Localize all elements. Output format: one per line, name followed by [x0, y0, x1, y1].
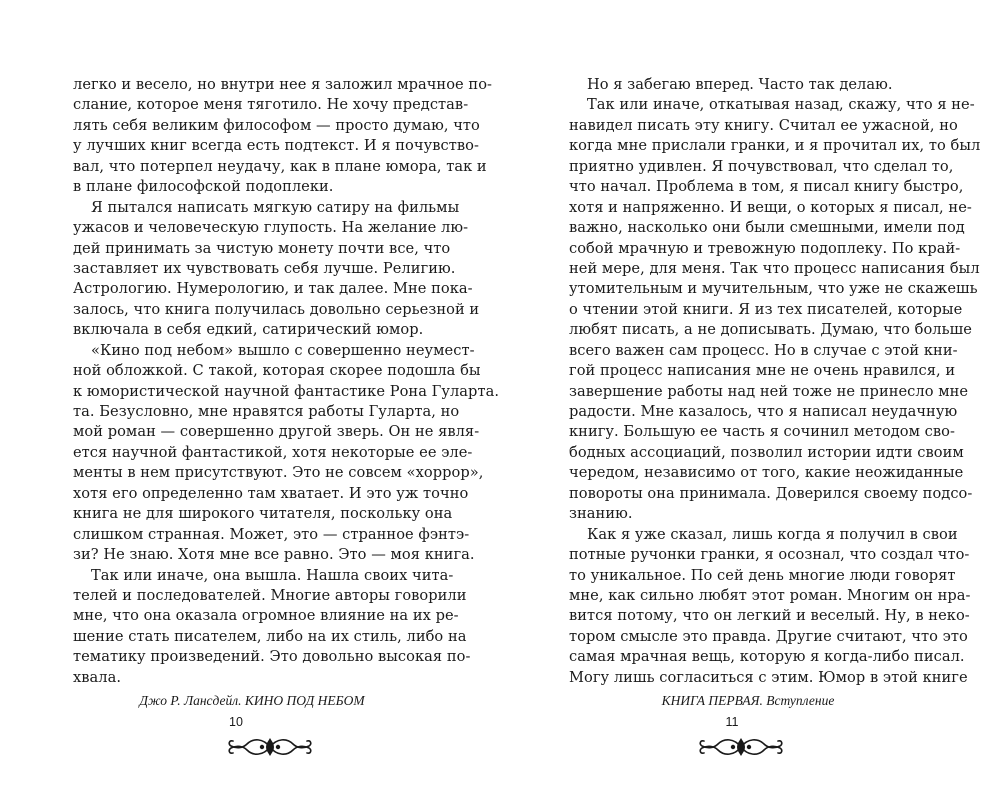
- left-page-text-line: та. Безусловно, мне нравятся работы Гуларта, но: [73, 403, 460, 420]
- left-page-text: [73, 75, 500, 688]
- left-page-text-line: слишком странная. Может, это — странное фэнтэ-: [73, 525, 470, 543]
- right-page-text-line: Как я уже сказал, лишь когда я получил в свои: [587, 525, 958, 543]
- right-page-text-line: важно, насколько они были смешными, имели под: [569, 219, 965, 237]
- right-page-text-line: знанию.: [569, 505, 633, 523]
- left-page-text-line: мой роман — совершенно другой зверь. Он не явля-: [73, 423, 480, 441]
- right-page-text-line: чередом, независимо от того, какие неожиданные: [569, 464, 964, 482]
- right-page-text-line: радости. Мне казалось, что я написал неудачную: [569, 403, 958, 420]
- right-page-text-line: когда мне прислали гранки, и я прочитал их, то был: [569, 137, 981, 155]
- left-page-running-footer: Джо Р. Лансдейл. КИНО ПОД НЕБОМ: [139, 693, 365, 708]
- right-page-text-line: приятно удивлен. Я почувствовал, что сделал то,: [569, 157, 954, 175]
- right-page-text-line: то уникальное. По сей день многие люди говорят: [569, 566, 956, 584]
- right-page-text-line: о чтении этой книги. Я из тех писателей, которые: [569, 300, 963, 318]
- right-page-text-line: потные ручонки гранки, я осознал, что создал что-: [569, 546, 970, 564]
- left-page-text-line: ется научной фантастикой, хотя некоторые ее эле-: [73, 443, 473, 461]
- left-page-text-line: ной обложкой. С такой, которая скорее подошла бы: [73, 362, 481, 380]
- left-page-text-line: менты в нем присутствуют. Это не совсем «хоррор»,: [73, 464, 484, 482]
- right-page-text-line: ней мере, для меня. Так что процесс написания был: [569, 259, 980, 277]
- left-page-text-line: хвала.: [73, 668, 122, 686]
- right-page-text-line: Так или иначе, откатывая назад, скажу, что я не-: [587, 96, 975, 114]
- left-page-text-line: книга не для широкого читателя, поскольку она: [73, 505, 453, 523]
- left-page-text-line: включала в себя едкий, сатирический юмор.: [73, 321, 424, 339]
- left-page-text-line: у лучших книг всегда есть подтекст. И я почувство-: [73, 137, 479, 155]
- right-page-text-line: Но я забегаю вперед. Часто так делаю.: [587, 76, 893, 93]
- right-page-text-line: самая мрачная вещь, которую я когда-либо писал.: [569, 648, 965, 666]
- right-page-text-line: собой мрачную и тревожную подоплеку. По край-: [569, 239, 961, 257]
- right-page-text-line: Могу лишь согласиться с этим. Юмор в этой книге: [569, 668, 968, 686]
- right-page-text-line: завершение работы над ней тоже не принесло мне: [569, 382, 969, 400]
- left-page-text-line: к юмористической научной фантастике Рона Гуларта.: [73, 382, 500, 400]
- right-page-text-line: утомительным и мучительным, что уже не скажешь: [569, 280, 978, 298]
- left-page-text-line: шение стать писателем, либо на их стиль, либо на: [73, 627, 467, 645]
- right-page-text-line: тором смысле это правда. Другие считают, что это: [569, 627, 968, 645]
- right-ornament-icon: [696, 734, 786, 760]
- right-page-text-line: хотя и напряженно. И вещи, о которых я писал, не-: [569, 198, 972, 216]
- right-page-text-line: повороты она принимала. Доверился своему подсо-: [569, 484, 973, 502]
- left-page-text-line: заставляет их чувствовать себя лучше. Религию.: [73, 259, 456, 277]
- right-page-running-footer: КНИГА ПЕРВАЯ. Вступление: [661, 693, 835, 708]
- left-page-text-line: залось, что книга получилась довольно серьезной и: [73, 300, 480, 318]
- left-page-text-line: лять себя великим философом — просто думаю, что: [73, 116, 480, 134]
- right-page-text-line: гой процесс написания мне не очень нравился, и: [569, 362, 956, 380]
- right-page-text-line: бодных ассоциаций, позволил истории идти своим: [569, 443, 964, 461]
- right-page-text: [569, 75, 981, 688]
- right-page-text-line: навидел писать эту книгу. Считал ее ужасной, но: [569, 116, 958, 134]
- right-page-text-line: вится потому, что он легкий и веселый. Ну, в неко-: [569, 607, 970, 625]
- left-page-text-line: зи? Не знаю. Хотя мне все равно. Это — моя книга.: [73, 546, 475, 564]
- right-page-text-line: что начал. Проблема в том, я писал книгу быстро,: [569, 178, 964, 196]
- left-page-text-line: Я пытался написать мягкую сатиру на фильмы: [91, 198, 460, 216]
- left-page-text-line: «Кино под небом» вышло с совершенно неумест-: [91, 341, 475, 359]
- left-page-text-line: дей принимать за чистую монету почти все, что: [73, 239, 451, 257]
- right-page-text-line: любят писать, а не дописывать. Думаю, что больше: [569, 321, 972, 339]
- left-page-number: 10: [229, 715, 243, 729]
- left-page-text-line: Так или иначе, она вышла. Нашла своих чита-: [91, 566, 454, 584]
- left-page-text-line: вал, что потерпел неудачу, как в плане юмора, так и: [73, 157, 487, 175]
- left-page-text-line: тематику произведений. Это довольно высокая по-: [73, 648, 471, 666]
- left-page-text-line: Астрологию. Нумерологию, и так далее. Мне пока-: [73, 280, 473, 298]
- right-page-text-line: мне, как сильно любят этот роман. Многим он нра-: [569, 586, 971, 604]
- left-page-text-line: ужасов и человеческую глупость. На желание лю-: [73, 219, 469, 237]
- left-page-text-line: в плане философской подоплеки.: [73, 178, 334, 196]
- left-page-text-line: мне, что она оказала огромное влияние на их ре-: [73, 607, 459, 625]
- left-page-text-line: телей и последователей. Многие авторы говорили: [73, 586, 467, 604]
- left-page-text-line: легко и весело, но внутри нее я заложил мрачное по-: [73, 76, 493, 93]
- right-page-text-line: всего важен сам процесс. Но в случае с этой кни-: [569, 341, 958, 359]
- left-page-text-line: хотя его определенно там хватает. И это уж точно: [73, 484, 469, 502]
- left-ornament-icon: [225, 734, 315, 760]
- right-page-text-line: книгу. Большую ее часть я сочинил методом сво-: [569, 423, 955, 441]
- right-page-number: 11: [725, 715, 739, 729]
- left-page-text-line: слание, которое меня тяготило. Не хочу представ-: [73, 96, 469, 114]
